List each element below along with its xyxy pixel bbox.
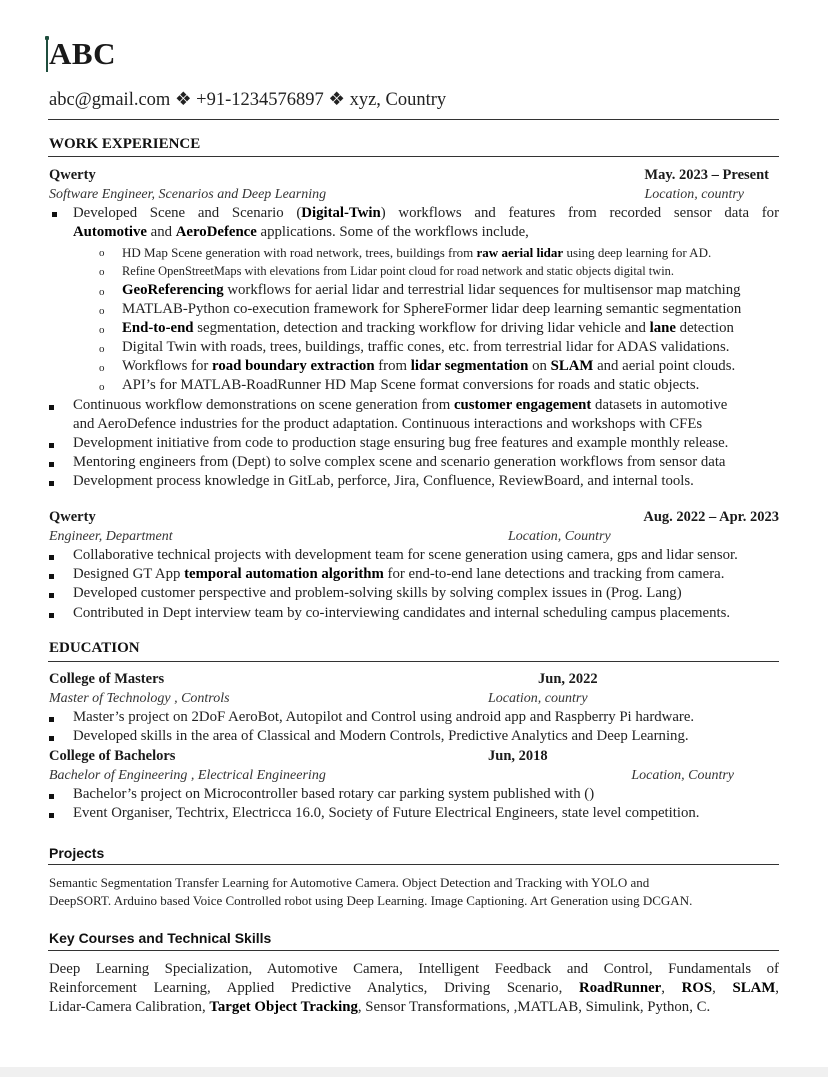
job2-org: Qwerty xyxy=(49,509,96,525)
job1-sub3: GeoReferencing workflows for aerial lidar and terrestrial lidar sequences for multisensor map matching xyxy=(122,282,741,298)
job1-sub8: API’s for MATLAB-RoadRunner HD Map Scene format conversions for roads and static objects. xyxy=(122,377,700,393)
skills-line1: Deep Learning Specialization, Automotive Camera, Intelligent Feedback and Control, Fundamentals of xyxy=(49,961,779,977)
job1-role: Software Engineer, Scenarios and Deep Learning xyxy=(49,187,327,202)
job1-bullet2-line1: Continuous workflow demonstrations on scene generation from customer engagement datasets in automotive xyxy=(73,397,728,413)
job1-bullet3: Development initiative from code to production stage ensuring bug free features and example monthly release. xyxy=(73,435,729,451)
job1-org: Qwerty xyxy=(49,167,96,183)
section-title-education: EDUCATION xyxy=(49,640,140,656)
bullet-icon xyxy=(49,593,54,598)
bullet-icon xyxy=(49,443,54,448)
bachelors-location: Location, Country xyxy=(631,768,734,783)
section-title-projects: Projects xyxy=(49,845,105,861)
job1-dates: May. 2023 – Present xyxy=(644,167,769,183)
job2-dates: Aug. 2022 – Apr. 2023 xyxy=(643,509,779,525)
bullet-icon xyxy=(49,574,54,579)
bullet-icon xyxy=(49,813,54,818)
masters-bullet2: Developed skills in the area of Classical and Modern Controls, Predictive Analytics and Deep Learning. xyxy=(73,728,689,744)
job2-bullet3: Developed customer perspective and problem-solving skills by solving complex issues in (Prog. Lang) xyxy=(73,585,682,601)
masters-org: College of Masters xyxy=(49,671,165,687)
sub-bullet-icon: o xyxy=(99,247,105,259)
sub-bullet-icon: o xyxy=(99,286,105,298)
masters-location: Location, country xyxy=(488,691,588,706)
projects-line2: DeepSORT. Arduino based Voice Controlled robot using Deep Learning. Image Captioning. Art Generation using DCGAN. xyxy=(49,893,693,908)
divider xyxy=(48,661,779,662)
divider xyxy=(48,950,779,951)
job2-bullet1: Collaborative technical projects with development team for scene generation using camera, gps and lidar sensor. xyxy=(73,547,738,563)
job2-location: Location, Country xyxy=(508,529,611,544)
job1-sub7: Workflows for road boundary extraction from lidar segmentation on SLAM and aerial point clouds. xyxy=(122,358,736,374)
bachelors-bullet2: Event Organiser, Techtrix, Electricca 16.0, Society of Future Electrical Engineers, state level competition. xyxy=(73,805,700,821)
job1-bullet5: Development process knowledge in GitLab, perforce, Jira, Confluence, ReviewBoard, and internal tools. xyxy=(73,473,694,489)
text-cursor xyxy=(46,38,48,72)
sub-bullet-icon: o xyxy=(99,266,105,278)
job2-role: Engineer, Department xyxy=(49,529,173,544)
divider xyxy=(48,156,779,157)
bullet-icon xyxy=(49,613,54,618)
bullet-icon xyxy=(49,555,54,560)
bullet-icon xyxy=(49,736,54,741)
sub-bullet-icon: o xyxy=(99,343,105,355)
contact-line: abc@gmail.com ❖ +91-1234576897 ❖ xyz, Country xyxy=(49,90,447,110)
page-bottom-edge xyxy=(0,1067,828,1077)
divider xyxy=(48,119,779,120)
job2-bullet2: Designed GT App temporal automation algorithm for end-to-end lane detections and tracking from camera. xyxy=(73,566,725,582)
bachelors-degree: Bachelor of Engineering , Electrical Engineering xyxy=(49,768,326,783)
masters-degree: Master of Technology , Controls xyxy=(49,691,230,706)
job1-bullet4: Mentoring engineers from (Dept) to solve complex scene and scenario generation workflows from sensor data xyxy=(73,454,726,470)
section-title-skills: Key Courses and Technical Skills xyxy=(49,930,272,946)
bullet-icon xyxy=(52,212,57,217)
bachelors-org: College of Bachelors xyxy=(49,748,176,764)
skills-line3: Lidar-Camera Calibration, Target Object Tracking, Sensor Transformations, ,MATLAB, Simulink, Python, C. xyxy=(49,999,711,1015)
job1-bullet1-line1: Developed Scene and Scenario (Digital-Twin) workflows and features from recorded sensor data for xyxy=(73,205,780,221)
job1-sub6: Digital Twin with roads, trees, buildings, traffic cones, etc. from terrestrial lidar for ADAS validations. xyxy=(122,339,730,355)
job1-bullet2-line2: and AeroDefence industries for the product adaptation. Continuous interactions and workshops with CFEs xyxy=(73,416,703,432)
bullet-icon xyxy=(49,405,54,410)
job1-sub4: MATLAB-Python co-execution framework for SphereFormer lidar deep learning semantic segmentation xyxy=(122,301,742,317)
sub-bullet-icon: o xyxy=(99,362,105,374)
section-title-work: WORK EXPERIENCE xyxy=(49,136,201,152)
job2-bullet4: Contributed in Dept interview team by co-interviewing candidates and internal scheduling campus placements. xyxy=(73,605,731,621)
job1-sub5: End-to-end segmentation, detection and tracking workflow for driving lidar vehicle and lane detection xyxy=(122,320,734,336)
sub-bullet-icon: o xyxy=(99,305,105,317)
bullet-icon xyxy=(49,462,54,467)
candidate-name: ABC xyxy=(49,36,116,71)
bullet-icon xyxy=(49,794,54,799)
bullet-icon xyxy=(49,717,54,722)
projects-line1: Semantic Segmentation Transfer Learning for Automotive Camera. Object Detection and Tracking with YOLO and xyxy=(49,875,650,890)
divider xyxy=(48,864,779,865)
job1-location: Location, country xyxy=(644,187,744,202)
masters-bullet1: Master’s project on 2DoF AeroBot, Autopilot and Control using android app and Raspberry Pi hardware. xyxy=(73,709,695,725)
bachelors-bullet1: Bachelor’s project on Microcontroller based rotary car parking system published with () xyxy=(73,786,595,802)
masters-dates: Jun, 2022 xyxy=(538,671,598,687)
skills-line2: Reinforcement Learning, Applied Predictive Analytics, Driving Scenario, RoadRunner, ROS, SLAM, xyxy=(49,980,779,996)
job1-bullet1-line2: Automotive and AeroDefence applications. Some of the workflows include, xyxy=(73,224,529,240)
sub-bullet-icon: o xyxy=(99,324,105,336)
bachelors-dates: Jun, 2018 xyxy=(488,748,548,764)
sub-bullet-icon: o xyxy=(99,381,105,393)
bullet-icon xyxy=(49,481,54,486)
job1-sub1: HD Map Scene generation with road network, trees, buildings from raw aerial lidar using deep learning for AD. xyxy=(122,245,712,260)
job1-sub2: Refine OpenStreetMaps with elevations from Lidar point cloud for road network and static objects digital twin. xyxy=(122,264,674,278)
